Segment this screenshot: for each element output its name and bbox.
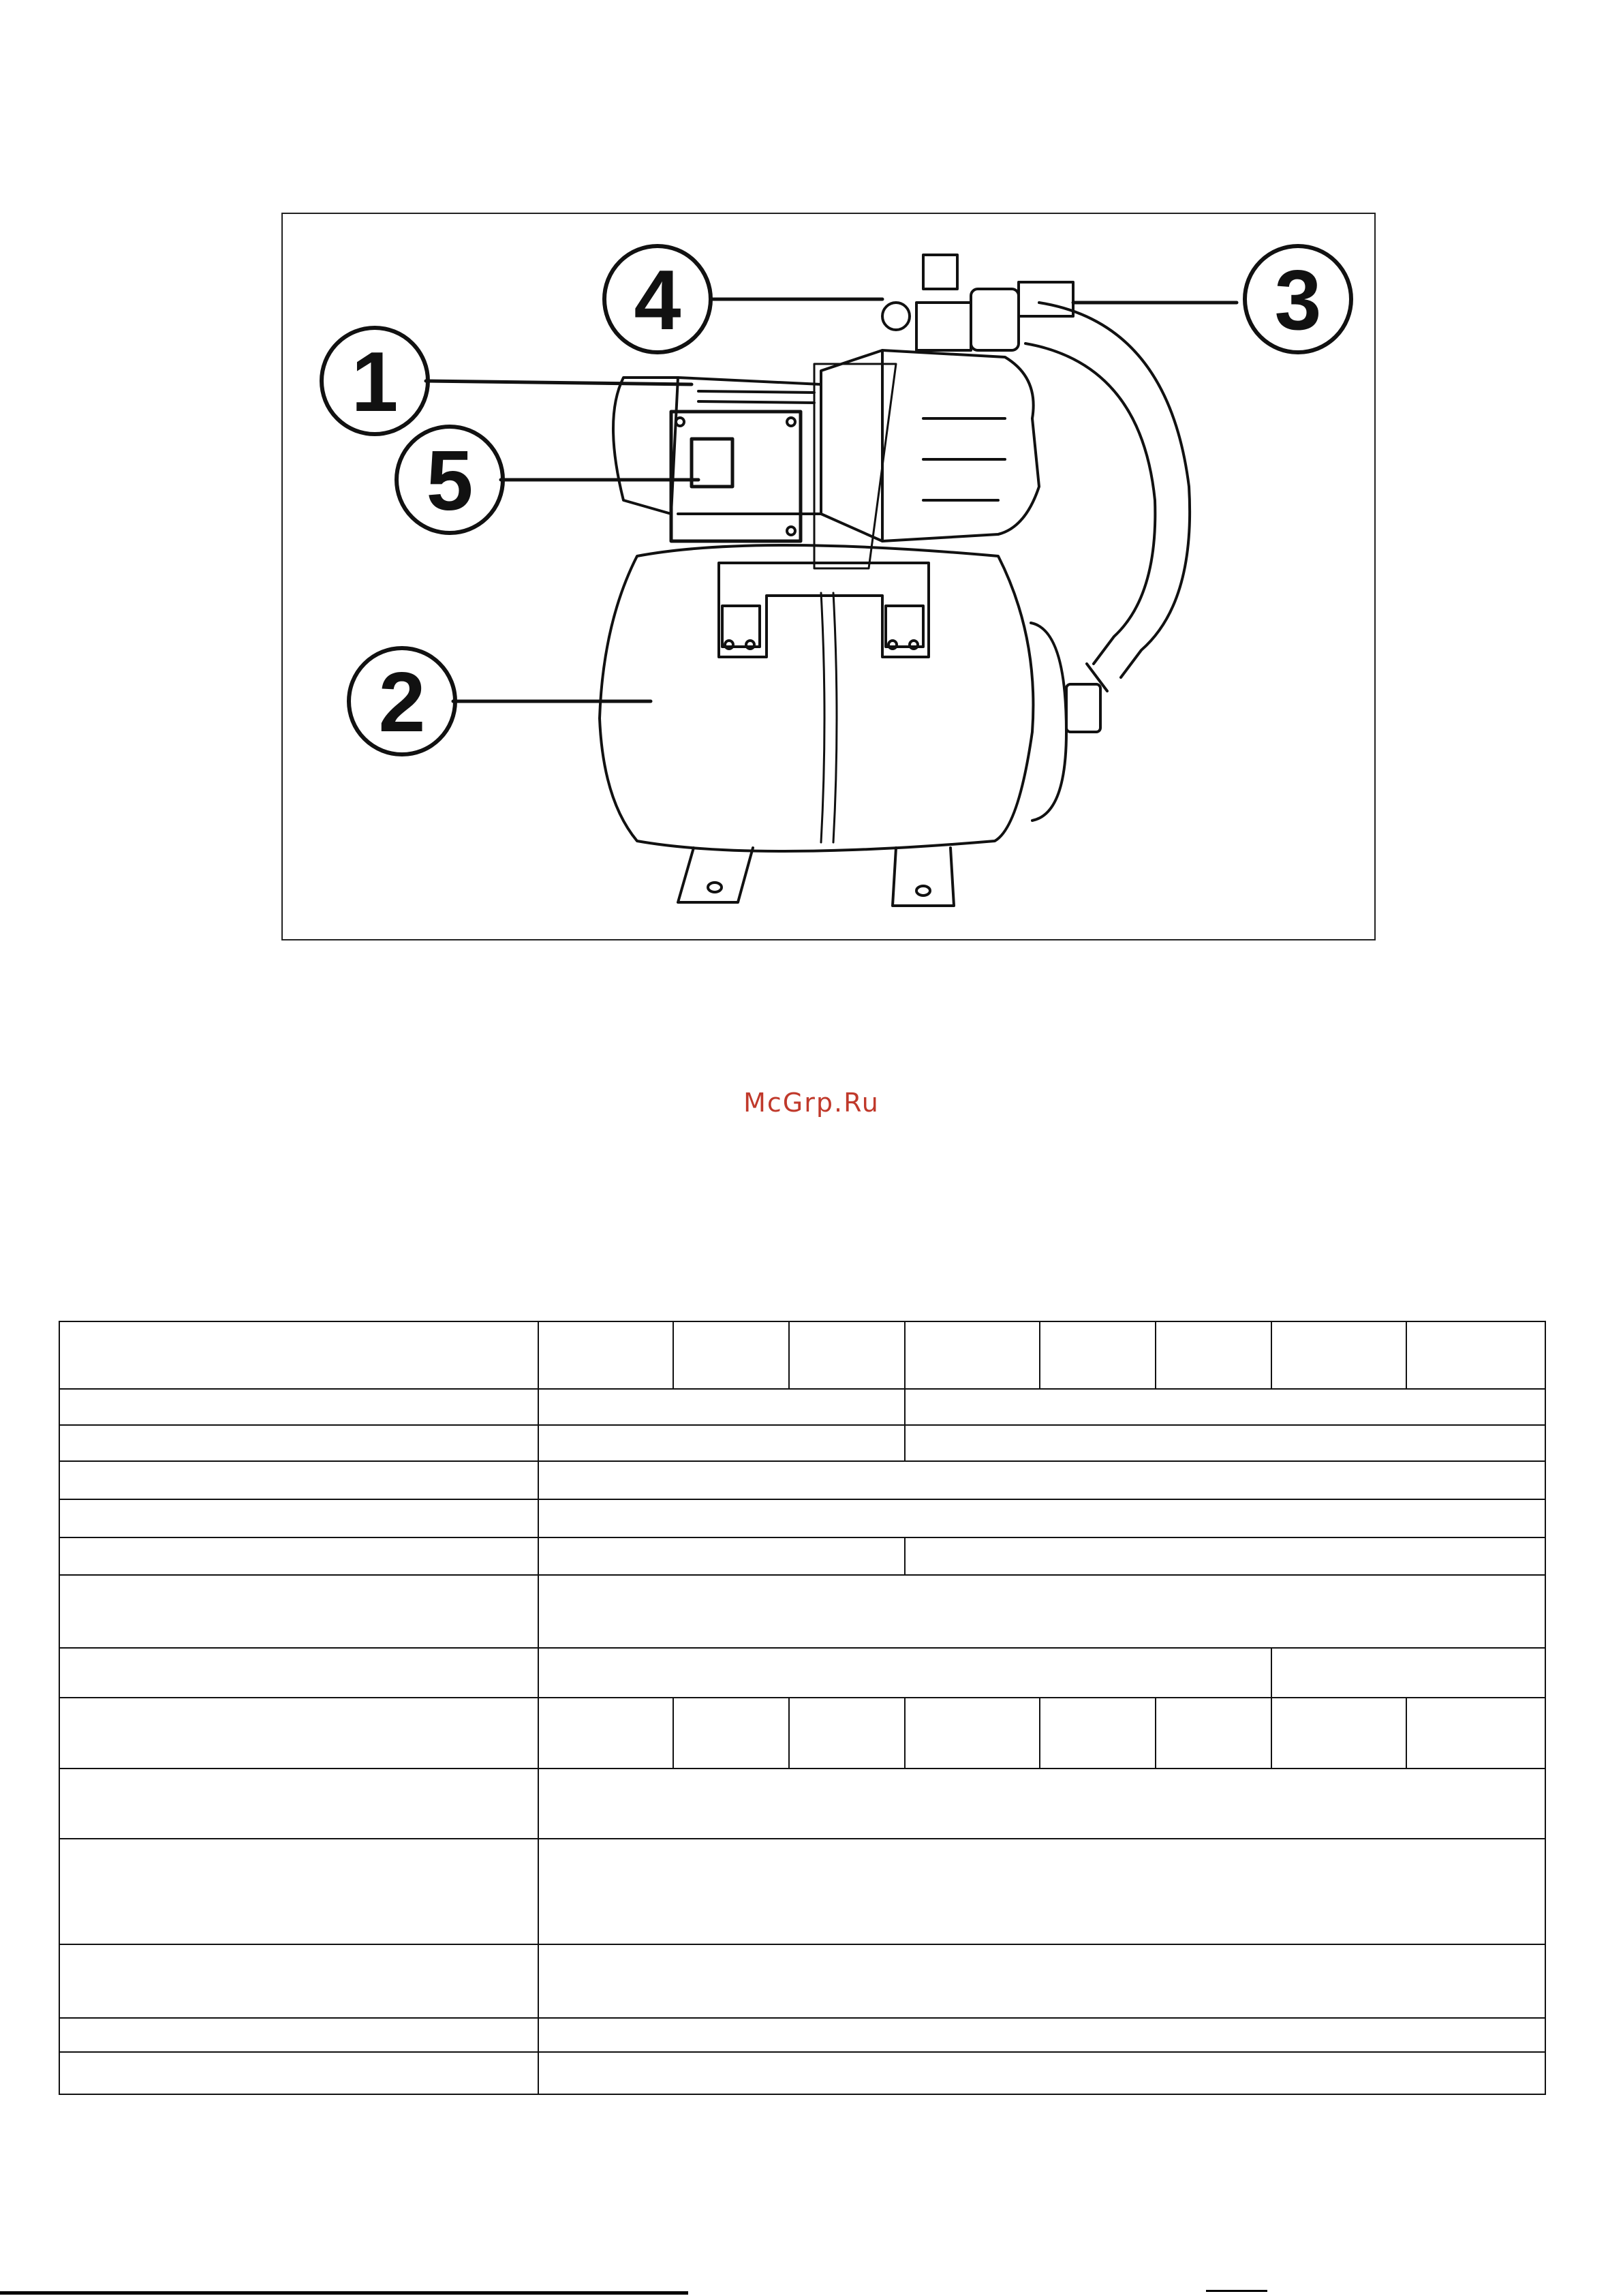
table-cell [538, 1321, 673, 1389]
table-cell [59, 1321, 538, 1389]
footer-rule [0, 2291, 688, 2295]
pump-figure [281, 213, 1376, 940]
motor-drawing [613, 378, 821, 541]
table-cell [905, 1389, 1545, 1425]
table-cell [1156, 1321, 1271, 1389]
table-cell [59, 1425, 538, 1461]
table-cell [673, 1698, 789, 1769]
table-cell [789, 1698, 905, 1769]
table-cell [538, 1461, 1545, 1499]
table-cell [538, 1499, 1545, 1537]
table-cell [905, 1321, 1040, 1389]
callout-3: 3 [1274, 254, 1322, 348]
callout-4: 4 [634, 254, 681, 348]
table-cell [59, 1389, 538, 1425]
table-cell [59, 1461, 538, 1499]
table-cell [1271, 1648, 1545, 1698]
pressure-tank-drawing [600, 545, 1100, 906]
table-row [59, 1575, 1545, 1648]
table-cell [538, 1537, 905, 1575]
table-cell [59, 1537, 538, 1575]
table-cell [538, 2052, 1545, 2094]
callout-lines [426, 299, 1237, 701]
table-row [59, 1769, 1545, 1839]
table-cell [905, 1698, 1040, 1769]
table-cell [1156, 1698, 1271, 1769]
footer-mark [1206, 2290, 1267, 2296]
table-cell [59, 1648, 538, 1698]
callout-5: 5 [426, 434, 474, 528]
table-cell [538, 1769, 1545, 1839]
table-row [59, 2018, 1545, 2052]
table-cell [59, 1839, 538, 1944]
table-cell [59, 1698, 538, 1769]
callout-2: 2 [378, 656, 426, 750]
table-cell [59, 1769, 538, 1839]
table-cell [59, 1499, 538, 1537]
table-cell [59, 1575, 538, 1648]
table-row [59, 1321, 1545, 1389]
table-cell [538, 1425, 905, 1461]
table-cell [538, 1575, 1545, 1648]
table-cell [538, 1648, 1271, 1698]
table-cell [538, 1389, 905, 1425]
table-cell [905, 1425, 1545, 1461]
table-row [59, 1389, 1545, 1425]
pump-head-drawing [814, 350, 1039, 568]
table-cell [1040, 1698, 1156, 1769]
table-row [59, 1698, 1545, 1769]
table-cell [59, 2052, 538, 2094]
table-cell [538, 1698, 673, 1769]
table-row [59, 1944, 1545, 2018]
spec-table [59, 1321, 1546, 2095]
table-cell [1406, 1321, 1545, 1389]
table-cell [1271, 1698, 1406, 1769]
table-cell [1271, 1321, 1406, 1389]
table-cell [59, 1944, 538, 2018]
table-cell [538, 1839, 1545, 1944]
table-row [59, 1648, 1545, 1698]
table-cell [538, 1944, 1545, 2018]
watermark: McGrp.Ru [743, 1088, 880, 1118]
table-cell [538, 2018, 1545, 2052]
table-row [59, 1839, 1545, 1944]
table-cell [905, 1537, 1545, 1575]
callout-1: 1 [351, 335, 399, 429]
table-cell [789, 1321, 905, 1389]
table-row [59, 2052, 1545, 2094]
table-cell [1406, 1698, 1545, 1769]
pump-drawing [283, 214, 1377, 942]
table-row [59, 1425, 1545, 1461]
table-cell [673, 1321, 789, 1389]
table-cell [59, 2018, 538, 2052]
table-row [59, 1461, 1545, 1499]
outlet-hose-drawing [1025, 303, 1190, 691]
table-row [59, 1499, 1545, 1537]
table-cell [1040, 1321, 1156, 1389]
table-row [59, 1537, 1545, 1575]
